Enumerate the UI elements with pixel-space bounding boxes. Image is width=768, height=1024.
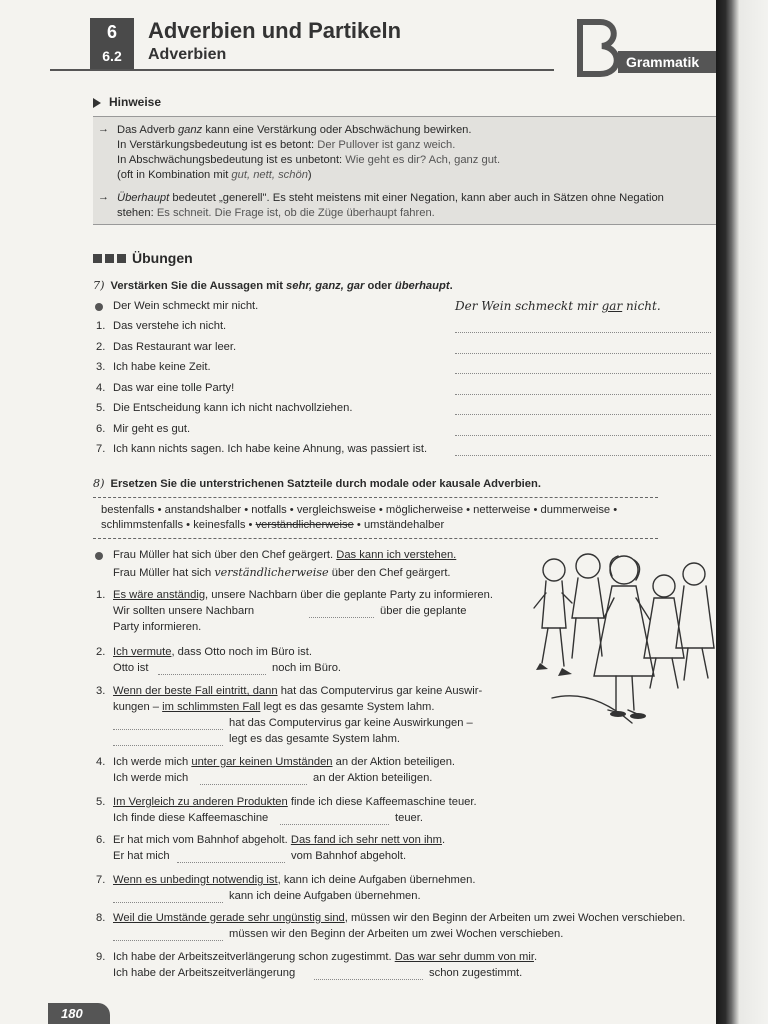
exercise-8-example-line-1: Frau Müller hat sich über den Chef geärgert. Das kann ich verstehen. bbox=[113, 549, 457, 561]
item-number: 8. bbox=[96, 912, 106, 924]
exercise-8-item-rewrite: noch im Büro. bbox=[272, 662, 342, 674]
exercise-8-item-sentence: Er hat mich vom Bahnhof abgeholt. Das fand ich sehr nett von ihm. bbox=[113, 834, 446, 846]
note-1-line-1: Das Adverb ganz kann eine Verstärkung oder Abschwächung bewirken. bbox=[117, 124, 472, 136]
exercise-7-example-answer: Der Wein schmeckt mir gar nicht. bbox=[455, 299, 661, 313]
exercise-8-item-sentence: Im Vergleich zu anderen Produkten finde ich diese Kaffeemaschine teuer. bbox=[113, 796, 477, 808]
note-2-line-1: Überhaupt bedeutet „generell". Es steht meistens mit einer Negation, kann aber auch in Sätzen ohne Negation bbox=[117, 192, 664, 204]
answer-blank bbox=[113, 729, 223, 730]
exercise-7-item: Ich habe keine Zeit. bbox=[113, 361, 211, 373]
item-number: 4. bbox=[96, 756, 106, 768]
exercise-7-item: Die Entscheidung kann ich nicht nachvollziehen. bbox=[113, 402, 353, 414]
answer-blank bbox=[314, 979, 423, 980]
answer-blank bbox=[158, 674, 266, 675]
grammatik-badge: Grammatik bbox=[618, 51, 726, 73]
answer-blank bbox=[280, 824, 389, 825]
item-number: 6. bbox=[96, 834, 106, 846]
exercise-8-item-sentence: Wenn es unbedingt notwendig ist, kann ich deine Aufgaben übernehmen. bbox=[113, 874, 476, 886]
note-1-line-4: (oft in Kombination mit gut, nett, schön) bbox=[117, 169, 312, 181]
exercise-8-item-sentence: Es wäre anständig, unsere Nachbarn über die geplante Party zu informieren. bbox=[113, 589, 493, 601]
exercise-8-item-rewrite: Ich finde diese Kaffeemaschine bbox=[113, 812, 269, 824]
section-letter: B bbox=[574, 18, 575, 19]
arrow-icon: → bbox=[98, 123, 109, 135]
exercise-8-item-sentence: Ich vermute, dass Otto noch im Büro ist. bbox=[113, 646, 312, 658]
hinweise-box bbox=[93, 116, 716, 225]
item-number: 9. bbox=[96, 951, 106, 963]
exercise-8-example-line-2: Frau Müller hat sich verständlicherweise über den Chef geärgert. bbox=[113, 566, 451, 579]
exercise-8-item-rewrite: kann ich deine Aufgaben übernehmen. bbox=[229, 890, 421, 902]
note-2-line-2: stehen: Es schneit. Die Frage ist, ob die Züge überhaupt fahren. bbox=[117, 207, 435, 219]
exercise-7-item: Das Restaurant war leer. bbox=[113, 341, 237, 353]
exercise-8-item-rewrite: Ich habe der Arbeitszeitverlängerung bbox=[113, 967, 296, 979]
item-number: 2. bbox=[96, 646, 106, 658]
item-number: 7. bbox=[96, 874, 106, 886]
exercise-8-item-rewrite: hat das Computervirus gar keine Auswirkungen – bbox=[229, 717, 473, 729]
word-bank bbox=[93, 497, 658, 539]
item-number: 2. bbox=[96, 341, 106, 353]
answer-blank bbox=[113, 745, 223, 746]
exercise-8-item-rewrite: an der Aktion beteiligen. bbox=[313, 772, 433, 784]
section-number: 6.2 bbox=[102, 48, 122, 64]
exercise-8-item-rewrite: legt es das gesamte System lahm. bbox=[229, 733, 400, 745]
answer-blank bbox=[113, 902, 223, 903]
cartoon-people-illustration bbox=[532, 548, 716, 728]
exercise-8-item-rewrite: schon zugestimmt. bbox=[429, 967, 523, 979]
page-title: Adverbien und Partikeln bbox=[148, 18, 402, 43]
chapter-badge bbox=[90, 18, 134, 70]
answer-blank bbox=[309, 617, 374, 618]
item-number: 1. bbox=[96, 320, 106, 332]
word-bank-line-1: bestenfalls • anstandshalber • notfalls • vergleichsweise • möglicherweise • netterweise • dummerweise • bbox=[101, 504, 618, 516]
note-1-line-2: In Verstärkungsbedeutung ist es betont: Der Pullover ist ganz weich. bbox=[117, 139, 456, 151]
book-spine-shadow bbox=[716, 0, 768, 1024]
word-bank-line-2: schlimmstenfalls • keinesfalls • verständlicherweise • umständehalber bbox=[101, 519, 445, 531]
item-number: 5. bbox=[96, 796, 106, 808]
chapter-number: 6 bbox=[106, 22, 117, 42]
exercise-8-item-rewrite: Party informieren. bbox=[113, 621, 202, 633]
exercise-8-item-rewrite: müssen wir den Beginn der Arbeiten um zwei Wochen verschieben. bbox=[229, 928, 564, 940]
answer-blank bbox=[113, 940, 223, 941]
answer-blank bbox=[455, 332, 711, 333]
hinweise-label: Hinweise bbox=[109, 95, 162, 109]
exercise-8-item-rewrite: Er hat mich bbox=[113, 850, 170, 862]
answer-blank bbox=[177, 862, 285, 863]
triangle-icon bbox=[93, 98, 101, 108]
answer-blank bbox=[455, 353, 711, 354]
item-number: 3. bbox=[96, 361, 106, 373]
exercise-7-item: Ich kann nichts sagen. Ich habe keine Ahnung, was passiert ist. bbox=[113, 443, 428, 455]
example-bullet bbox=[95, 552, 103, 560]
exercise-8-item-sentence: Ich werde mich unter gar keinen Umständen an der Aktion beteiligen. bbox=[113, 756, 456, 768]
item-number: 1. bbox=[96, 589, 106, 601]
exercise-8-item-rewrite: vom Bahnhof abgeholt. bbox=[291, 850, 407, 862]
exercise-8-item-sentence: Ich habe der Arbeitszeitverlängerung schon zugestimmt. Das war sehr dumm von mir. bbox=[113, 951, 538, 963]
exercise-7-example: Der Wein schmeckt mir nicht. bbox=[113, 300, 259, 312]
uebungen-heading bbox=[93, 250, 193, 266]
item-number: 7. bbox=[96, 443, 106, 455]
exercise-7-item: Das war eine tolle Party! bbox=[113, 382, 235, 394]
exercise-8-item-rewrite: Ich werde mich bbox=[113, 772, 189, 784]
exercise-7-instruction: 7) Verstärken Sie die Aussagen mit sehr, ganz, gar oder überhaupt. bbox=[93, 279, 453, 292]
answer-blank bbox=[455, 414, 711, 415]
uebungen-label: Übungen bbox=[132, 250, 193, 266]
exercise-8-item-sentence: Wenn der beste Fall eintritt, dann hat das Computervirus gar keine Auswir- bbox=[113, 685, 483, 697]
item-number: 6. bbox=[96, 423, 106, 435]
exercise-7-item: Das verstehe ich nicht. bbox=[113, 320, 227, 332]
item-number: 5. bbox=[96, 402, 106, 414]
answer-blank bbox=[200, 784, 307, 785]
page-subtitle: Adverbien bbox=[148, 46, 227, 63]
exercise-8-item-rewrite: Wir sollten unsere Nachbarn bbox=[113, 605, 255, 617]
exercise-8-item-rewrite: über die geplante bbox=[380, 605, 467, 617]
exercise-8-item-rewrite: teuer. bbox=[395, 812, 423, 824]
exercise-8-item-rewrite: Otto ist bbox=[113, 662, 149, 674]
note-1-line-3: In Abschwächungsbedeutung ist es unbetont: Wie geht es dir? Ach, ganz gut. bbox=[117, 154, 501, 166]
exercise-8-item-sentence: Weil die Umstände gerade sehr ungünstig sind, müssen wir den Beginn der Arbeiten um zwei Wochen verschieben. bbox=[113, 912, 686, 924]
exercise-8-item-sentence: kungen – im schlimmsten Fall legt es das gesamte System lahm. bbox=[113, 701, 435, 713]
answer-blank bbox=[455, 435, 711, 436]
item-number: 4. bbox=[96, 382, 106, 394]
exercise-7-item: Mir geht es gut. bbox=[113, 423, 191, 435]
answer-blank bbox=[455, 455, 711, 456]
page-number: 180 bbox=[48, 1003, 110, 1024]
hinweise-heading bbox=[93, 95, 161, 109]
example-bullet bbox=[95, 303, 103, 311]
header-rule bbox=[50, 69, 554, 71]
answer-blank bbox=[455, 373, 711, 374]
exercise-8-instruction: 8) Ersetzen Sie die unterstrichenen Satzteile durch modale oder kausale Adverbien. bbox=[93, 477, 541, 490]
item-number: 3. bbox=[96, 685, 106, 697]
answer-blank bbox=[455, 394, 711, 395]
arrow-icon: → bbox=[98, 191, 109, 203]
